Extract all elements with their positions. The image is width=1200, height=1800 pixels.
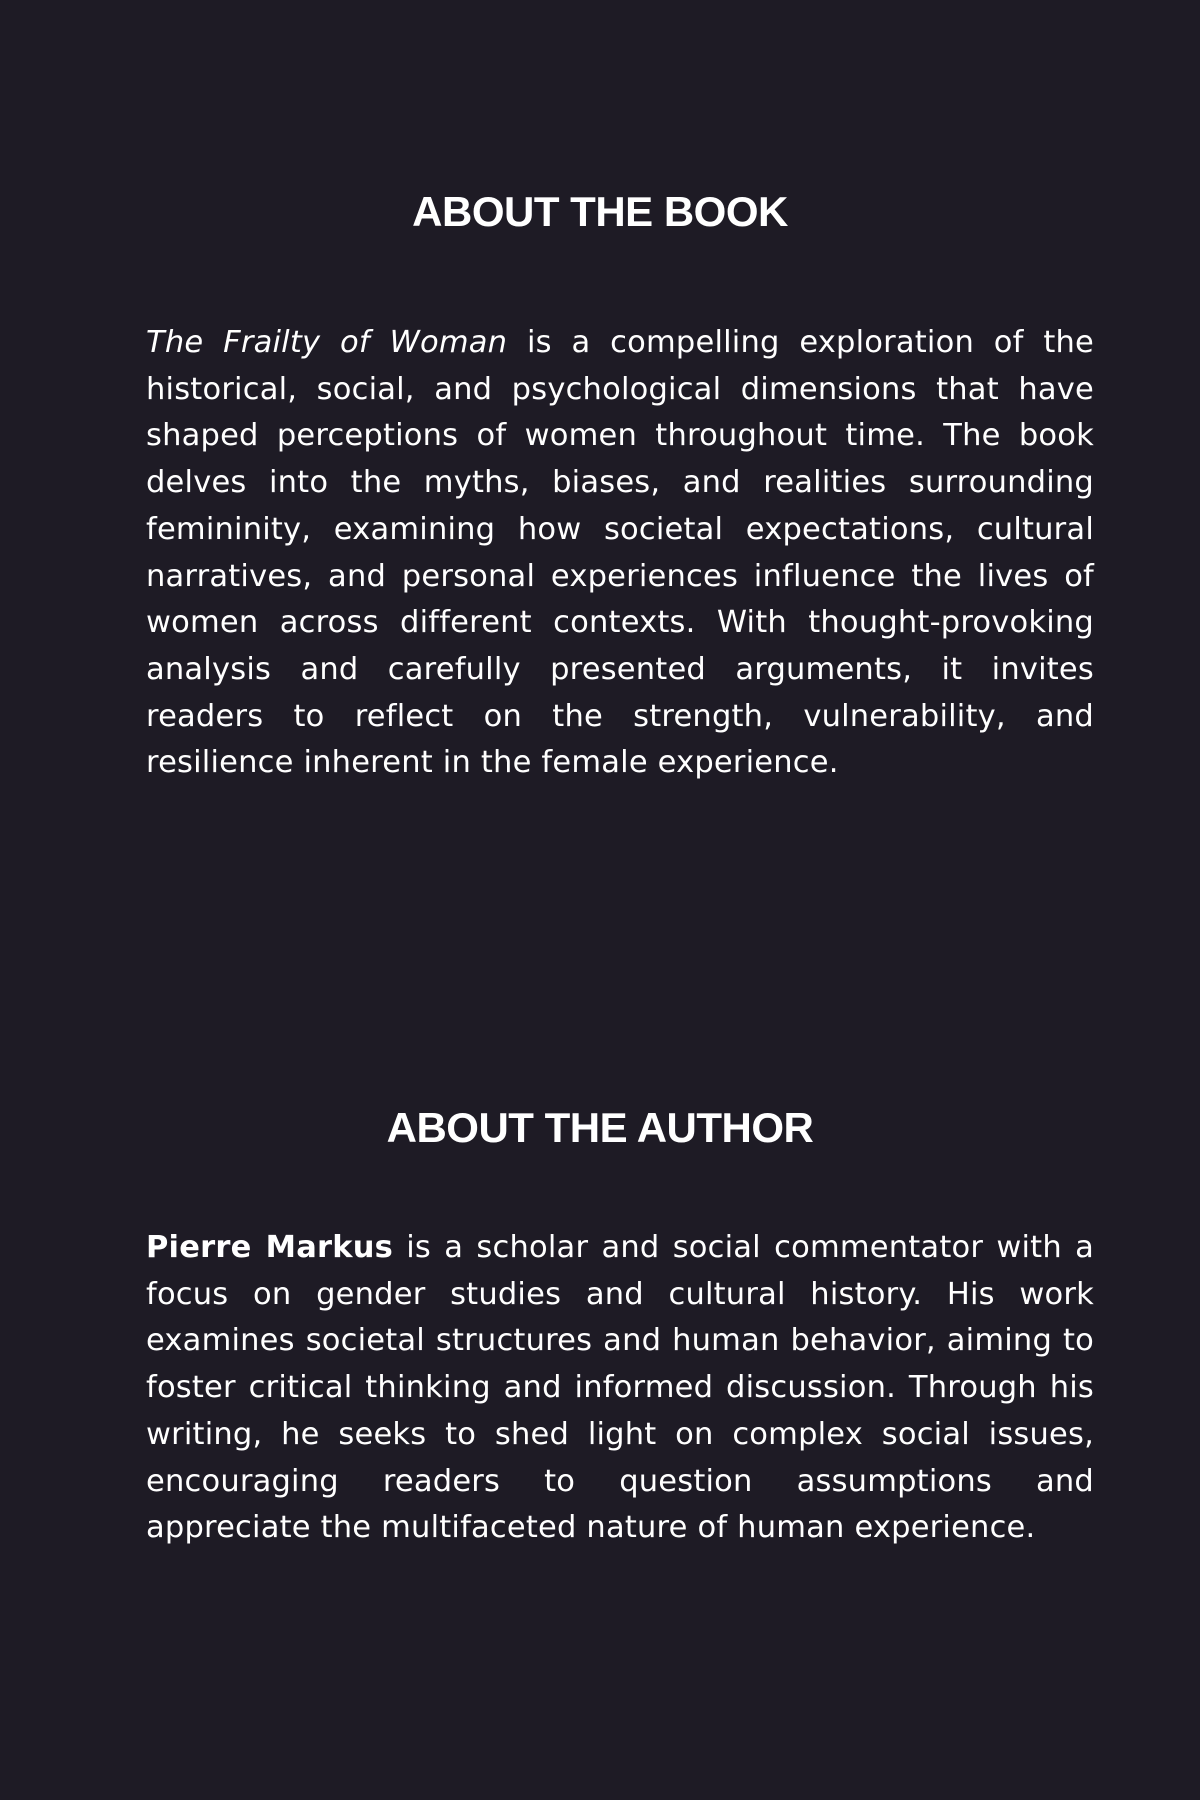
- about-the-book-text: is a compelling exploration of the historical, social, and psychological dimensions that have shaped perceptions of women throughout time. The book delves into the myths, biases, and realities surrounding femininity, examining how societal expectations, cultural narratives, and personal experiences influence the lives of women across different contexts. With thought-provoking analysis and carefully presented arguments, it invites readers to reflect on the strength, vulnerability, and resilience inherent in the female experience.: [146, 325, 1094, 781]
- about-the-book-paragraph: [146, 320, 1094, 787]
- about-the-author-heading: ABOUT THE AUTHOR: [386, 1104, 814, 1151]
- book-title: The Frailty of Woman: [146, 325, 508, 360]
- about-the-book-heading: ABOUT THE BOOK: [412, 188, 788, 235]
- about-the-author-text: is a scholar and social commentator with a focus on gender studies and cultural history. His work examines societal structures and human behavior, aiming to foster critical thinking and informed discussion. Through his writing, he seeks to shed light on complex social issues, encouraging readers to question assumptions and appreciate the multifaceted nature of human experience.: [146, 1230, 1095, 1546]
- about-the-author-paragraph: [146, 1225, 1094, 1552]
- author-name: Pierre Markus: [146, 1230, 393, 1265]
